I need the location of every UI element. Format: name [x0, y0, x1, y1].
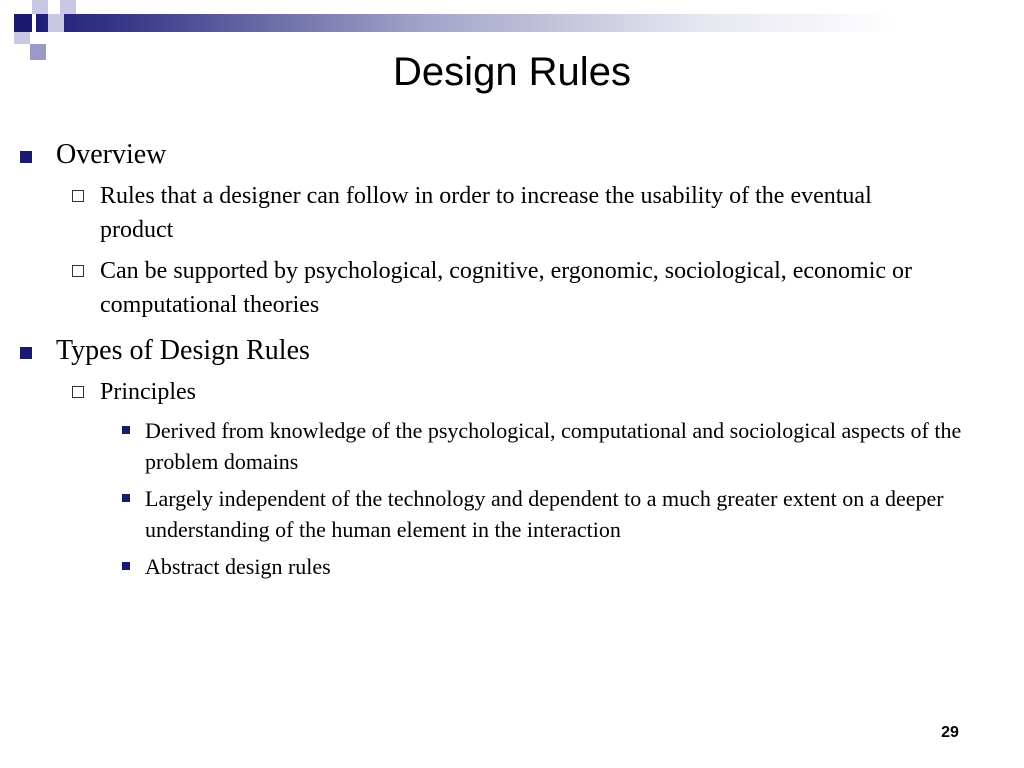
slide-title: Design Rules: [393, 50, 631, 94]
square-bullet-icon: [20, 151, 32, 163]
page-number: 29: [941, 724, 959, 741]
small-square-bullet-icon: [122, 494, 130, 502]
bullet-level1-overview: [0, 138, 986, 172]
bullet-text: Can be supported by psychological, cognitive, ergonomic, sociological, economic or computational theories: [100, 258, 913, 318]
bullet-level3: [0, 483, 985, 545]
bullet-text: Types of Design Rules: [56, 335, 310, 366]
bullet-text: Rules that a designer can follow in order to increase the usability of the eventual product: [100, 183, 872, 243]
square-bullet-icon: [20, 347, 32, 359]
bullet-text: Overview: [56, 139, 167, 170]
small-square-bullet-icon: [122, 562, 130, 570]
bullet-level3: [0, 415, 985, 477]
bullet-level1-types: [0, 334, 986, 368]
slide-body: [0, 138, 1024, 582]
decorative-square: [14, 14, 32, 32]
bullet-text: Derived from knowledge of the psychological, computational and sociological aspects of the problem domains: [145, 418, 962, 474]
bullet-level2-principles: [0, 375, 920, 409]
decorative-square: [32, 0, 48, 14]
hollow-square-bullet-icon: [72, 190, 84, 202]
bullet-text: Largely independent of the technology and dependent to a much greater extent on a deeper understanding of the human element in the interaction: [145, 486, 944, 542]
decorative-square: [14, 32, 30, 44]
decorative-square: [48, 14, 64, 32]
hollow-square-bullet-icon: [72, 386, 84, 398]
bullet-text: Abstract design rules: [145, 554, 331, 579]
bullet-level2: [0, 179, 920, 247]
bullet-level2: [0, 254, 920, 322]
bullet-level3: [0, 551, 985, 582]
small-square-bullet-icon: [122, 426, 130, 434]
header-gradient-bar: [0, 14, 1024, 32]
bullet-text: Principles: [100, 379, 196, 405]
hollow-square-bullet-icon: [72, 265, 84, 277]
decorative-square: [60, 0, 76, 14]
